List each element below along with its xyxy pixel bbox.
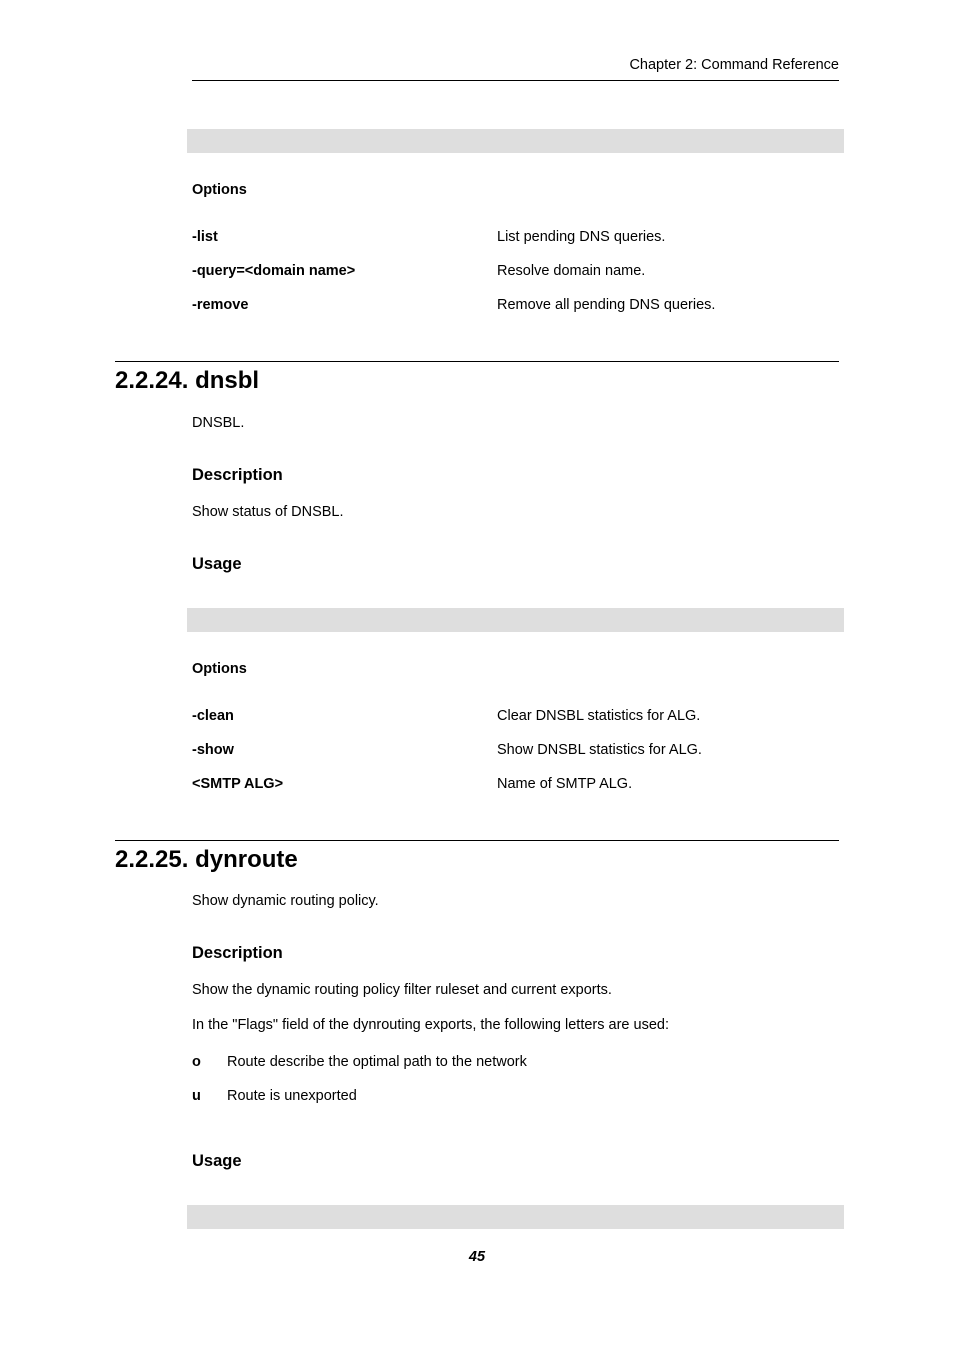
- code-block: [187, 608, 844, 632]
- description-heading: Description: [192, 944, 283, 962]
- option-name: <SMTP ALG>: [192, 776, 284, 792]
- header-rule: [192, 80, 839, 81]
- flag-letter: u: [192, 1088, 201, 1104]
- section-summary: Show dynamic routing policy.: [192, 893, 379, 909]
- option-description: Clear DNSBL statistics for ALG.: [497, 708, 701, 724]
- description-text: Show status of DNSBL.: [192, 504, 344, 520]
- option-description: Remove all pending DNS queries.: [497, 297, 716, 313]
- option-name: -remove: [192, 297, 249, 313]
- option-description: List pending DNS queries.: [497, 229, 666, 245]
- option-description: Show DNSBL statistics for ALG.: [497, 742, 702, 758]
- running-header: Chapter 2: Command Reference: [629, 57, 839, 73]
- code-block: [187, 129, 844, 153]
- option-name: -show: [192, 742, 234, 758]
- description-text: Show the dynamic routing policy filter ruleset and current exports.: [192, 982, 612, 998]
- option-name: -clean: [192, 708, 234, 724]
- option-name: -list: [192, 229, 218, 245]
- option-description: Name of SMTP ALG.: [497, 776, 633, 792]
- flag-text: Route describe the optimal path to the network: [227, 1054, 527, 1070]
- options-heading: Options: [192, 661, 247, 677]
- options-heading: Options: [192, 182, 247, 198]
- page-number: 45: [468, 1249, 486, 1265]
- section-title-dnsbl: 2.2.24. dnsbl: [115, 367, 260, 394]
- flags-intro: In the "Flags" field of the dynrouting exports, the following letters are used:: [192, 1017, 669, 1033]
- flag-letter: o: [192, 1054, 201, 1070]
- section-rule: [115, 361, 839, 362]
- description-heading: Description: [192, 466, 283, 484]
- usage-heading: Usage: [192, 1152, 242, 1170]
- flag-text: Route is unexported: [227, 1088, 357, 1104]
- section-summary: DNSBL.: [192, 415, 245, 431]
- option-description: Resolve domain name.: [497, 263, 646, 279]
- usage-heading: Usage: [192, 555, 242, 573]
- option-name: -query=<domain name>: [192, 263, 356, 279]
- code-block: [187, 1205, 844, 1229]
- section-rule: [115, 840, 839, 841]
- section-title-dynroute: 2.2.25. dynroute: [115, 846, 298, 873]
